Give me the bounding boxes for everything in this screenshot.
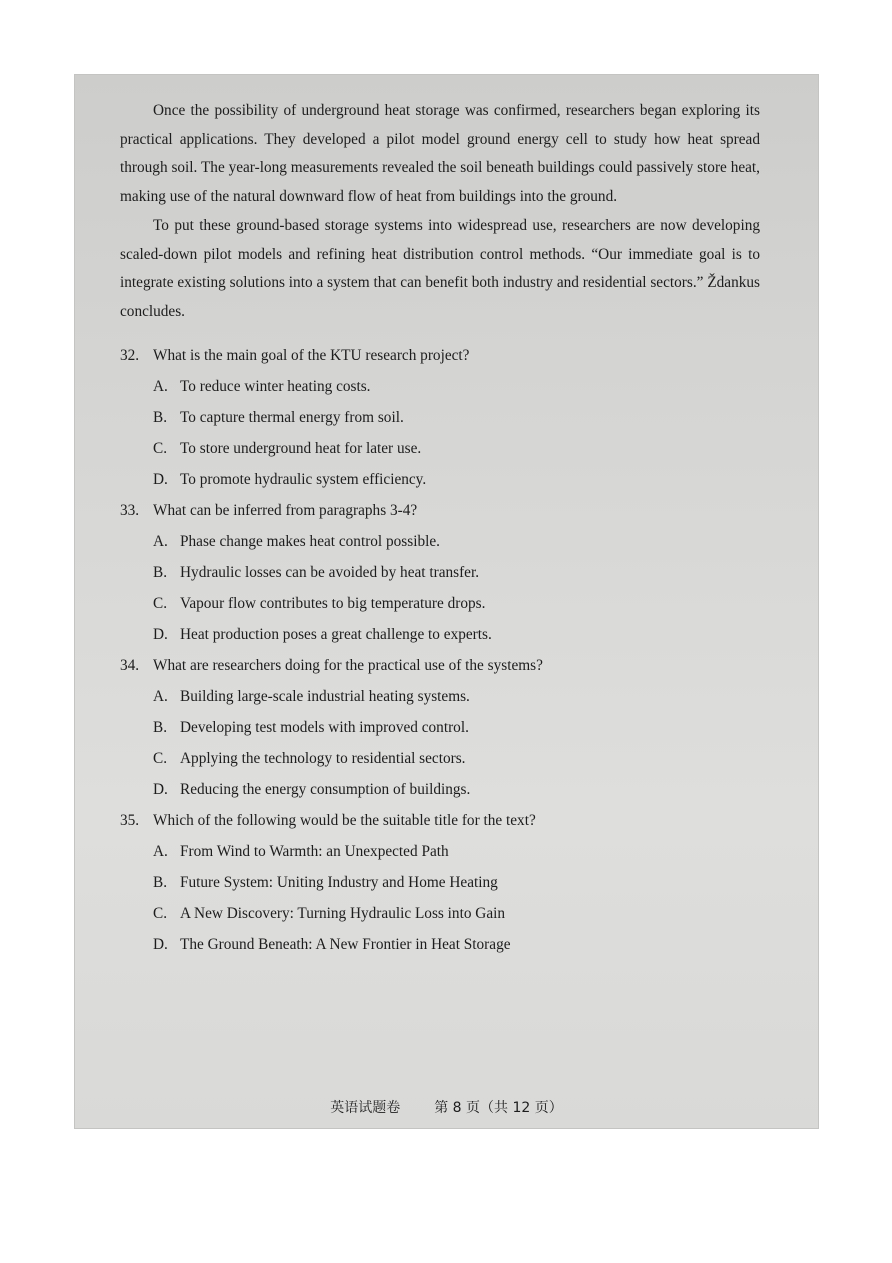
answer-option-c xyxy=(153,743,760,774)
option-letter: B. xyxy=(153,409,168,426)
answer-option-b xyxy=(153,557,760,588)
question-34 xyxy=(120,650,760,805)
answer-option-a xyxy=(153,681,760,712)
option-text: To capture thermal energy from soil. xyxy=(180,409,404,426)
option-text: To store underground heat for later use. xyxy=(180,440,422,457)
option-text: Developing test models with improved control. xyxy=(180,719,469,736)
answer-option-a xyxy=(153,526,760,557)
answer-option-b xyxy=(153,402,760,433)
answer-option-a xyxy=(153,371,760,402)
question-text: What is the main goal of the KTU research project? xyxy=(153,347,470,364)
option-text: Applying the technology to residential sectors. xyxy=(180,750,466,767)
option-text: Building large-scale industrial heating systems. xyxy=(180,688,470,705)
answer-option-c xyxy=(153,898,760,929)
question-number: 32. xyxy=(120,347,140,364)
option-text: The Ground Beneath: A New Frontier in Heat Storage xyxy=(180,936,511,953)
option-letter: D. xyxy=(153,781,168,798)
answer-option-d xyxy=(153,929,760,960)
option-letter: A. xyxy=(153,688,168,705)
passage-paragraph: Once the possibility of underground heat storage was confirmed, researchers began exploring its practical applications. They developed a pilot model ground energy cell to study how heat spread through soil. The year-long measurements revealed the soil beneath buildings could passively store heat, making use of the natural downward flow of heat from buildings into the ground. xyxy=(120,102,760,205)
option-letter: C. xyxy=(153,440,168,457)
option-text: From Wind to Warmth: an Unexpected Path xyxy=(180,843,449,860)
answer-option-d xyxy=(153,774,760,805)
paper-name: 英语试题卷 xyxy=(330,1100,401,1116)
question-text: What can be inferred from paragraphs 3-4? xyxy=(153,502,418,519)
question-number: 35. xyxy=(120,812,140,829)
question-32 xyxy=(120,340,760,495)
option-text: Hydraulic losses can be avoided by heat transfer. xyxy=(180,564,480,581)
question-stem xyxy=(120,805,760,836)
option-letter: C. xyxy=(153,750,168,767)
reading-passage xyxy=(120,97,760,326)
option-letter: A. xyxy=(153,378,168,395)
option-letter: D. xyxy=(153,626,168,643)
page-content xyxy=(120,97,760,960)
option-text: Reducing the energy consumption of buildings. xyxy=(180,781,471,798)
question-stem xyxy=(120,340,760,371)
answer-option-b xyxy=(153,712,760,743)
answer-option-d xyxy=(153,619,760,650)
exam-page xyxy=(75,75,818,1128)
option-text: Phase change makes heat control possible. xyxy=(180,533,440,550)
answer-option-c xyxy=(153,433,760,464)
option-text: Vapour flow contributes to big temperature drops. xyxy=(180,595,486,612)
option-letter: B. xyxy=(153,874,168,891)
option-text: Heat production poses a great challenge to experts. xyxy=(180,626,492,643)
answer-option-d xyxy=(153,464,760,495)
page-number: 第 8 页（共 12 页） xyxy=(434,1100,563,1116)
option-letter: B. xyxy=(153,719,168,736)
option-text: To promote hydraulic system efficiency. xyxy=(180,471,427,488)
option-letter: D. xyxy=(153,471,168,488)
option-text: A New Discovery: Turning Hydraulic Loss into Gain xyxy=(180,905,506,922)
option-letter: B. xyxy=(153,564,168,581)
question-text: Which of the following would be the suitable title for the text? xyxy=(153,812,536,829)
page-footer xyxy=(75,1097,818,1117)
option-letter: A. xyxy=(153,843,168,860)
option-letter: D. xyxy=(153,936,168,953)
option-text: Future System: Uniting Industry and Home Heating xyxy=(180,874,498,891)
answer-option-c xyxy=(153,588,760,619)
option-letter: C. xyxy=(153,905,168,922)
question-stem xyxy=(120,495,760,526)
option-letter: C. xyxy=(153,595,168,612)
question-text: What are researchers doing for the practical use of the systems? xyxy=(153,657,543,674)
question-35 xyxy=(120,805,760,960)
question-number: 34. xyxy=(120,657,140,674)
answer-option-a xyxy=(153,836,760,867)
option-letter: A. xyxy=(153,533,168,550)
question-list xyxy=(120,340,760,960)
answer-option-b xyxy=(153,867,760,898)
question-stem xyxy=(120,650,760,681)
question-number: 33. xyxy=(120,502,140,519)
option-text: To reduce winter heating costs. xyxy=(180,378,371,395)
question-33 xyxy=(120,495,760,650)
passage-paragraph: To put these ground-based storage systems into widespread use, researchers are now developing scaled-down pilot models and refining heat distribution control methods. “Our immediate goal is to integrate existing solutions into a system that can benefit both industry and residential sectors.” Ždankus concludes. xyxy=(120,217,760,320)
